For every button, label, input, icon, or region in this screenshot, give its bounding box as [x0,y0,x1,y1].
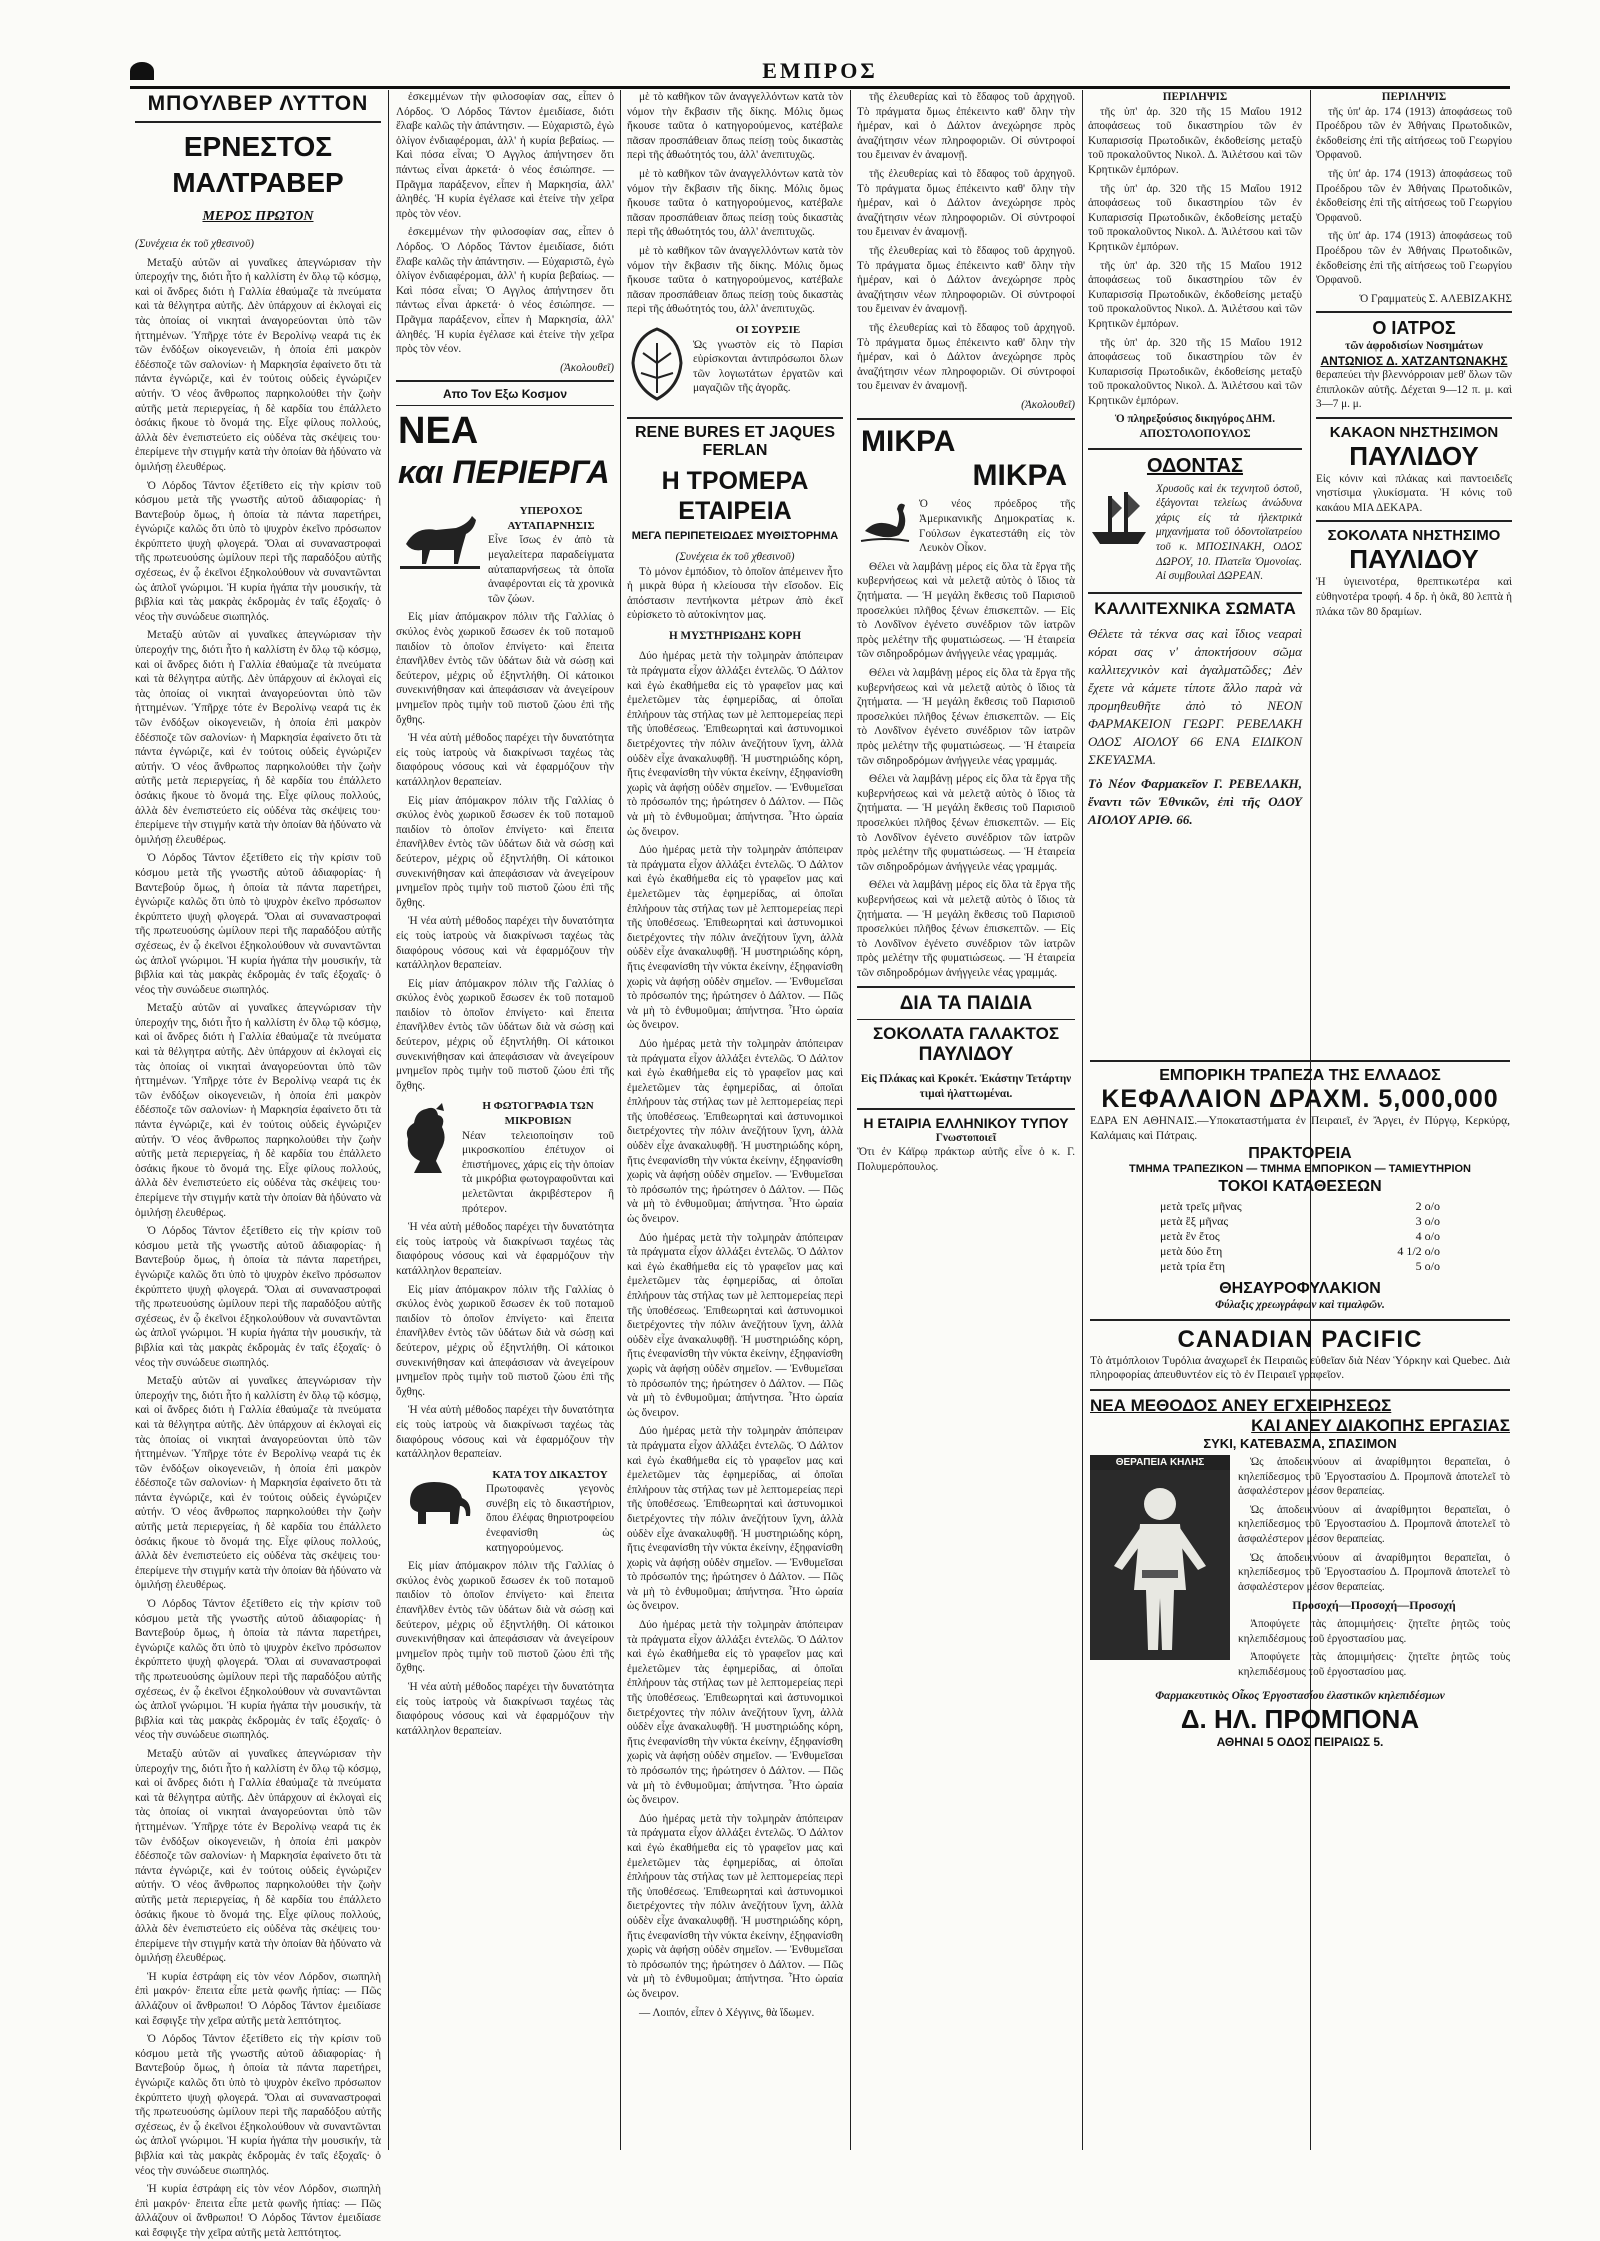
novel-text: Ὁ Λόρδος Τάντον ἐξετίθετο εἰς τὴν κρίσιν τοῦ κόσμου μετὰ τῆς γνωστῆς αὐτοῦ ἀδιαφορίας· ἡ Βαντεβούρ ὅμως, ἡ ὁποία τὰ πάντα παρετήρει, ἐγνώριζε καλῶς ὅτι ὑπὸ τὸ ψυχρὸν ἐκεῖνο πρόσωπον ἐκρύπτετο ψυχὴ φλογερά. Ὅλαι αἱ συναναστροφαὶ τῆς πρωτευούσης ὡμίλουν περὶ τῆς παραδόξου αὐτῆς σχέσεως, ἐν ᾧ ἐκεῖνοι ἐξηκολούθουν νὰ συναντῶνται ὡς ἁπλοῖ γνώριμοι. Ἡ κυρία ἠγάπα τὴν μουσικήν, τὰ βιβλία καὶ τὰς μακρὰς ἐκδρομὰς ἐν ταῖς ἐξοχαῖς· ὁ νέος τὴν συνώδευε σιωπηλός. [135,479,381,623]
novel-text: Ὁ Λόρδος Τάντον ἐξετίθετο εἰς τὴν κρίσιν τοῦ κόσμου μετὰ τῆς γνωστῆς αὐτοῦ ἀδιαφορίας· ἡ Βαντεβούρ ὅμως, ἡ ὁποία τὰ πάντα παρετήρει, ἐγνώριζε καλῶς ὅτι ὑπὸ τὸ ψυχρὸν ἐκεῖνο πρόσωπον ἐκρύπτετο ψυχὴ φλογερά. Ὅλαι αἱ συναναστροφαὶ τῆς πρωτευούσης ὡμίλουν περὶ τῆς παραδόξου αὐτῆς σχέσεως, ἐν ᾧ ἐκεῖνοι ἐξηκολούθουν νὰ συναντῶνται ὡς ἁπλοῖ γνώριμοι. Ἡ κυρία ἠγάπα τὴν μουσικήν, τὰ βιβλία καὶ τὰς μακρὰς ἐκδρομὰς ἐν ταῖς ἐξοχαῖς· ὁ νέος τὴν συνώδευε σιωπηλός. [135,2033,381,2177]
chocolate-ad-heading: ΔΙΑ ΤΑ ΠΑΙΔΙΑ [899,993,1033,1015]
column-rule [620,90,621,2150]
rate-row [1160,1214,1440,1229]
notice-text: τῆς ὑπ' ἀρ. 174 (1913) ἀποφάσεως τοῦ Προέδρου τῶν ἐν Ἀθήναις Πρωτοδικῶν, ἐκδοθείσης ἐπὶ τῆς αἰτήσεως τοῦ Γεωργίου Ὀρφανοῦ. [1316,230,1512,287]
rate-term: μετὰ ἓξ μῆνας [1160,1214,1229,1229]
canadian-pacific-text: Τὸ ἀτμόπλοιον Τυρόλια ἀναχωρεῖ ἐκ Πειραιῶς εὐθεῖαν διὰ Νέαν Ὑόρκην καὶ Quebec. Διὰ πληροφορίας ἀπευθυντέον εἰς τὸ ἐν Πειραιεῖ γραφεῖον. [1090,1354,1510,1382]
judge-text: Πρωτοφανὲς γεγονὸς συνέβη εἰς τὸ δικαστήριον, ὅπου ἐλέφας θηριοτροφείου ἐνεφανίσθη ὡς κατηγορούμενος. [486,1483,614,1554]
rate-value: 4 ο/ο [1415,1229,1440,1244]
serial-text-continued: τῆς ἐλευθερίας καὶ τὸ ἔδαφος τοῦ ἀρχηγοῦ. Τὸ πράγματα ὅμως ἐπέκειντο καθ' ὅλην τὴν ἡμέραν, καὶ ὁ Δάλτον ἀνεχώρησε πρὸς ἀναζήτησιν νέων πληροφοριῶν. Οἱ σύντροφοί του ἔμειναν ἐν ἀναμονῇ. [857,91,1075,162]
news-text: Ἡ νέα αὐτὴ μέθοδος παρέχει τὴν δυνατότητα εἰς τοὺς ἰατροὺς νὰ διακρίνωσι ταχέως τὰς διαφόρους νόσους καὶ νὰ ἐφαρμόζουν τὴν κατάλληλον θεραπείαν. [396,1221,614,1277]
hernia-ad-conditions: ΣΥΚΙ, ΚΑΤΕΒΑΣΜΑ, ΣΠΑΣΙΜΟΝ [1203,1435,1397,1451]
novel-text: Ὁ Λόρδος Τάντον ἐξετίθετο εἰς τὴν κρίσιν τοῦ κόσμου μετὰ τῆς γνωστῆς αὐτοῦ ἀδιαφορίας· ἡ Βαντεβούρ ὅμως, ἡ ὁποία τὰ πάντα παρετήρει, ἐγνώριζε καλῶς ὅτι ὑπὸ τὸ ψυχρὸν ἐκεῖνο πρόσωπον ἐκρύπτετο ψυχὴ φλογερά. Ὅλαι αἱ συναναστροφαὶ τῆς πρωτευούσης ὡμίλουν περὶ τῆς παραδόξου αὐτῆς σχέσεως, ἐν ᾧ ἐκεῖνοι ἐξηκολούθουν νὰ συναντῶνται ὡς ἁπλοῖ γνώριμοι. Ἡ κυρία ἠγάπα τὴν μουσικήν, τὰ βιβλία καὶ τὰς μακρὰς ἐκδρομὰς ἐν ταῖς ἐξοχαῖς· ὁ νέος τὴν συνώδευε σιωπηλός. [135,852,381,996]
ship-illustration [1088,482,1150,552]
rate-term: μετὰ τρία ἔτη [1160,1259,1226,1274]
news-text: Εἰς μίαν ἀπόμακρον πόλιν τῆς Γαλλίας ὁ σκύλος ἑνὸς χωρικοῦ ἔσωσεν ἐκ τοῦ ποταμοῦ παιδίον τὸ ὁποῖον ἐπνίγετο· καὶ ἔπειτα ἐπανῆλθεν ἐντὸς τῶν ὑδάτων διὰ νὰ σώσῃ καὶ δεύτερον, μέχρις οὗ ἐξηντλήθη. Οἱ κάτοικοι συνεκινήθησαν καὶ ἀπεφάσισαν νὰ ἀνεγείρουν μνημεῖον πρὸς τιμὴν τοῦ πιστοῦ ζώου ἐπὶ τῆς ὄχθης. [396,977,614,1092]
serial-text: Δύο ἡμέρας μετὰ τὴν τολμηρὰν ἀπόπειραν τὰ πράγματα εἶχον ἀλλάξει ἐντελῶς. Ὁ Δάλτον καὶ ἐγὼ ἐκαθήμεθα εἰς τὸ γραφεῖον μας καὶ ἐμελετῶμεν τὰς ἐφημερίδας, αἱ ὁποῖαι ἐπλήρουν τὰς στήλας των μὲ λεπτομερείας περὶ τῆς ὑποθέσεως. Ἐπιθεωρηταὶ καὶ ἀστυνομικοὶ διετρέχοντες τὴν πόλιν ἀνεζήτουν ἴχνη, ἀλλὰ οὐδὲν εἶχε ἀνακαλυφθῇ. Ἡ μυστηριώδης κόρη, ἥτις ἐνεφανίσθη τὴν νύκτα ἐκείνην, ἐξηφανίσθη χωρὶς νὰ ἀφήσῃ οὐδὲν σημεῖον. — Ἐνθυμεῖσαι τὸ πρόσωπόν της; ἠρώτησεν ὁ Δάλτον. — Πῶς νὰ μὴ τὸ ἐνθυμοῦμαι; ἀπήντησα. Ἦτο ὡραία ὡς ὄνειρον. [627,1425,843,1613]
novel-text: Μεταξὺ αὐτῶν αἱ γυναῖκες ἀπεγνώρισαν τὴν ὑπεροχήν της, διότι ἦτο ἡ καλλίστη ἐν ὅλῳ τῷ κόσμῳ, καὶ οἱ ἄνδρες διότι ἡ Γαλλία ἐθαύμαζε τὰ πνεύματα καὶ τὰ θέλγητρα αὐτῆς. Δὲν ὑπάρχουν αἱ ἐκλογαὶ εἰς τὰς ὁποίας οἱ νικηταὶ ἀναγορεύονται ὑπὸ τῶν ἡττημένων. Ὑπῆρχε τότε ἐν Βερολίνῳ νεαρά τις ἐκ τῶν ἐνδόξων οἰκογενειῶν, ἡ ὁποία ἐπὶ μακρὸν ἐδέσποζε τῶν σαλονίων· ἡ Μαρκησία ἐφαίνετο ὅτι τὰ πάντα ἐγνώριζε, καὶ ἐν τούτοις οὐδεὶς ἐγνώριζεν αὐτήν. Ὁ νέος ἄνθρωπος παρηκολούθει τὴν ζωὴν αὐτῆς μετὰ περιεργείας, ἡ δὲ καρδία του ἐπάλλετο ὁσάκις ἤκουε τὸ ὄνομά της. Εἶχε φίλους πολλούς, ἀλλὰ δὲν ἐνεπιστεύετο εἰς οὐδένα τὰς σκέψεις του· ἐπερίμενε τὴν στιγμήν κατὰ τὴν ὁποίαν θὰ ἠδύνατο νὰ ὁμιλήσῃ ἐλευθέρως. [135,1002,381,1219]
continued-note: (Συνέχεια ἐκ τοῦ χθεσινοῦ) [675,550,795,563]
newspaper-title: ΕΜΠΡΟΣ [762,58,878,83]
rate-term: μετὰ δύο ἔτη [1160,1244,1223,1259]
hernia-ad-text: Ὡς ἀποδεικνύουν αἱ ἀναρίθμητοι θεραπεῖαι, ὁ κηλεπίδεσμος τοῦ Ἐργοστασίου Δ. Προμπονᾶ ἀποτελεῖ τὸ ἀσφαλέστερον μέσον θεραπείας. [1238,1551,1510,1593]
rate-term: μετὰ τρεῖς μῆνας [1160,1199,1242,1214]
microbes-heading: Η ΦΩΤΟΓΡΑΦΙΑ ΤΩΝ ΜΙΚΡΟΒΙΩΝ [482,1100,594,1128]
mikra-text: Θέλει νὰ λαμβάνῃ μέρος εἰς ὅλα τὰ ἔργα τῆς κυβερνήσεως καὶ νὰ μελετᾷ αὐτὸς ὁ ἴδιος τὰ ζητήματα. — Ἡ μεγάλη ἔκθεσις τοῦ Παρισιοῦ προσελκύει πλῆθος ξένων ἐπισκεπτῶν. — Εἰς τὸ Λονδῖνον ἐγένετο συνέδριον τῶν ἰατρῶν πρὸς μελέτην τῆς φυματιώσεως. — Ἡ ἐταιρεία τῶν σιδηροδρόμων ἀνήγγειλε νέας γραμμάς. [857,773,1075,873]
prombona-name: Δ. ΗΛ. ΠΡΟΜΠΟΝΑ [1180,1703,1420,1734]
rate-value: 5 ο/ο [1415,1259,1440,1274]
doctor-ad-heading: Ο ΙΑΤΡΟΣ [1372,318,1456,339]
notice-text: τῆς ὑπ' ἀρ. 320 τῆς 15 Μαΐου 1912 ἀποφάσεως τοῦ δικαστηρίου τῶν ἐν Κυπαρισσίᾳ Πρωτοδικῶν, ἐκδοθείσης μεταξὺ τοῦ προκαλοῦντος Νικολ. Δ. Ἀιλέτσου καὶ τῶν Κρητικῶν ἐμπόρων. [1088,336,1302,407]
safe-deposit-heading: ΘΗΣΑΥΡΟΦΥΛΑΚΙΟΝ [1219,1280,1381,1298]
serial-text: Δύο ἡμέρας μετὰ τὴν τολμηρὰν ἀπόπειραν τὰ πράγματα εἶχον ἀλλάξει ἐντελῶς. Ὁ Δάλτον καὶ ἐγὼ ἐκαθήμεθα εἰς τὸ γραφεῖον μας καὶ ἐμελετῶμεν τὰς ἐφημερίδας, αἱ ὁποῖαι ἐπλήρουν τὰς στήλας των μὲ λεπτομερείας περὶ τῆς ὑποθέσεως. Ἐπιθεωρηταὶ καὶ ἀστυνομικοὶ διετρέχοντες τὴν πόλιν ἀνεζήτουν ἴχνη, ἀλλὰ οὐδὲν εἶχε ἀνακαλυφθῇ. Ἡ μυστηριώδης κόρη, ἥτις ἐνεφανίσθη τὴν νύκτα ἐκείνην, ἐξηφανίσθη χωρὶς νὰ ἀφήσῃ οὐδὲν σημεῖον. — Ἐνθυμεῖσαι τὸ πρόσωπόν της; ἠρώτησεν ὁ Δάλτον. — Πῶς νὰ μὴ τὸ ἐνθυμοῦμαι; ἀπήντησα. Ἦτο ὡραία ὡς ὄνειρον. [627,1619,843,1807]
bank-capital: ΚΕΦΑΛΑΙΟΝ ΔΡΑΧΜ. 5,000,000 [1101,1085,1499,1113]
notice-heading: ΠΕΡΙΛΗΨΙΣ [1162,91,1228,103]
notice-text: τῆς ὑπ' ἀρ. 174 (1913) ἀποφάσεως τοῦ Προέδρου τῶν ἐν Ἀθήναις Πρωτοδικῶν, ἐκδοθείσης ἐπὶ τῆς αἰτήσεως τοῦ Γεωργίου Ὀρφανοῦ. [1316,167,1512,224]
column-rule [850,90,851,2150]
pharmacy-house: Φαρμακευτικὸς Οἶκος Ἐργοστασίου ἐλαστικῶν κηλεπιδέσμων [1155,1690,1445,1703]
bank-name: ΕΜΠΟΡΙΚΗ ΤΡΑΠΕΖΑ ΤΗΣ ΕΛΛΑΔΟΣ [1159,1067,1441,1084]
lenten-chocolate-text: Ἡ ὑγιεινοτέρα, θρεπτικωτέρα καὶ εὐθηνοτέρα τροφή. 4 δρ. ἡ ὀκᾶ, 80 λεπτὰ ἡ πλάκα τῶν 80 δραμίων. [1316,576,1512,618]
serial-text: Δύο ἡμέρας μετὰ τὴν τολμηρὰν ἀπόπειραν τὰ πράγματα εἶχον ἀλλάξει ἐντελῶς. Ὁ Δάλτον καὶ ἐγὼ ἐκαθήμεθα εἰς τὸ γραφεῖον μας καὶ ἐμελετῶμεν τὰς ἐφημερίδας, αἱ ὁποῖαι ἐπλήρουν τὰς στήλας των μὲ λεπτομερείας περὶ τῆς ὑποθέσεως. Ἐπιθεωρηταὶ καὶ ἀστυνομικοὶ διετρέχοντες τὴν πόλιν ἀνεζήτουν ἴχνη, ἀλλὰ οὐδὲν εἶχε ἀνακαλυφθῇ. Ἡ μυστηριώδης κόρη, ἥτις ἐνεφανίσθη τὴν νύκτα ἐκείνην, ἐξηφανίσθη χωρὶς νὰ ἀφήσῃ οὐδὲν σημεῖον. — Ἐνθυμεῖσαι τὸ πρόσωπόν της; ἠρώτησεν ὁ Δάλτον. — Πῶς νὰ μὴ τὸ ἐνθυμοῦμαι; ἀπήντησα. Ἦτο ὡραία ὡς ὄνειρον. [627,1231,843,1419]
pharmacy-ad-signature: Τὸ Νέον Φαρμακεῖον Γ. ΡΕΒΕΛΑΚΗ, ἔναντι τῶν Ἐθνικῶν, ἐπὶ τῆς ΟΔΟΥ ΑΙΟΛΟΥ ΑΡΙΘ. 66. [1088,775,1302,827]
doctor-ad-text: θεραπεύει τὴν βλεννόρροιαν μεθ' ὅλων τῶν ἐπιπλοκῶν αὐτῆς. Δέχεται 9—12 π. μ. καὶ 3—7 μ. μ. [1316,368,1512,411]
to-be-continued: (Ἀκολουθεῖ) [1021,398,1075,411]
rate-value: 2 ο/ο [1415,1199,1440,1214]
therapy-label: ΘΕΡΑΠΕΙΑ ΚΗΛΗΣ [1090,1455,1230,1470]
attention-text: Ἀποφύγετε τὰς ἀπομιμήσεις· ζητεῖτε ῥητῶς τοὺς κηλεπιδέσμους τοῦ ἐργοστασίου μας. [1238,1617,1510,1645]
continued-note: (Συνέχεια ἐκ τοῦ χθεσινοῦ) [135,238,254,250]
notice-text: τῆς ὑπ' ἀρ. 320 τῆς 15 Μαΐου 1912 ἀποφάσεως τοῦ δικαστηρίου τῶν ἐν Κυπαρισσίᾳ Πρωτοδικῶν, ἐκδοθείσης μεταξὺ τοῦ προκαλοῦντος Νικολ. Δ. Ἀιλέτσου καὶ τῶν Κρητικῶν ἐμπόρων. [1088,105,1302,176]
nea-periergha-banner [396,410,614,500]
novel-text: Μεταξὺ αὐτῶν αἱ γυναῖκες ἀπεγνώρισαν τὴν ὑπεροχήν της, διότι ἦτο ἡ καλλίστη ἐν ὅλῳ τῷ κόσμῳ, καὶ οἱ ἄνδρες διότι ἡ Γαλλία ἐθαύμαζε τὰ πνεύματα καὶ τὰ θέλγητρα αὐτῆς. Δὲν ὑπάρχουν αἱ ἐκλογαὶ εἰς τὰς ὁποίας οἱ νικηταὶ ἀναγορεύονται ὑπὸ τῶν ἡττημένων. Ὑπῆρχε τότε ἐν Βερολίνῳ νεαρά τις ἐκ τῶν ἐνδόξων οἰκογενειῶν, ἡ ὁποία ἐπὶ μακρὸν ἐδέσποζε τῶν σαλονίων· ἡ Μαρκησία ἐφαίνετο ὅτι τὰ πάντα ἐγνώριζε, καὶ ἐν τούτοις οὐδεὶς ἐγνώριζεν αὐτήν. Ὁ νέος ἄνθρωπος παρηκολούθει τὴν ζωὴν αὐτῆς μετὰ περιεργείας, ἡ δὲ καρδία του ἐπάλλετο ὁσάκις ἤκουε τὸ ὄνομά της. Εἶχε φίλους πολλούς, ἀλλὰ δὲν ἐνεπιστεύετο εἰς οὐδένα τὰς σκέψεις του· ἐπερίμενε τὴν στιγμήν κατὰ τὴν ὁποίαν θὰ ἠδύνατο νὰ ὁμιλήσῃ ἐλευθέρως. [135,256,381,473]
column-serial [627,90,843,2150]
section-heading: Απο Τον Εξω Κοσμον [442,387,568,402]
sourcie-text: Ὡς γνωστὸν εἰς τὸ Παρίσι εὑρίσκονται ἀντιπρόσωποι ὅλων τῶν λογιωτάτων ἐργατῶν καὶ μαγαζιῶν τῆς ἀγορᾶς. [693,338,843,395]
deposit-rates-table [1160,1199,1440,1274]
attention-text: Ἀποφύγετε τὰς ἀπομιμήσεις· ζητεῖτε ῥητῶς τοὺς κηλεπιδέσμους τοῦ ἐργοστασίου μας. [1238,1651,1510,1678]
hernia-ad-text: Ὡς ἀποδεικνύουν αἱ ἀναρίθμητοι θεραπεῖαι, ὁ κηλεπίδεσμος τοῦ Ἐργοστασίου Δ. Προμπονᾶ ἀποτελεῖ τὸ ἀσφαλέστερον μέσον θεραπείας. [1238,1503,1510,1545]
news-text: Εἰς μίαν ἀπόμακρον πόλιν τῆς Γαλλίας ὁ σκύλος ἑνὸς χωρικοῦ ἔσωσεν ἐκ τοῦ ποταμοῦ παιδίον τὸ ὁποῖον ἐπνίγετο· καὶ ἔπειτα ἐπανῆλθεν ἐντὸς τῶν ὑδάτων διὰ νὰ σώσῃ καὶ δεύτερον, μέχρις οὗ ἐξηντλήθη. Οἱ κάτοικοι συνεκινήθησαν καὶ ἀπεφάσισαν νὰ ἀνεγείρουν μνημεῖον πρὸς τιμὴν τοῦ πιστοῦ ζώου ἐπὶ τῆς ὄχθης. [396,794,614,909]
novel-text-continued: ἐσκεμμένων τὴν φιλοσοφίαν σας, εἶπεν ὁ Λόρδος. Ὁ Λόρδος Τάντον ἐμειδίασε, διότι ἔλαβε καλῶς τὴν ἀπάντησιν. — Εὐχαριστῶ, ἐγὼ ὀλίγον ἐνδιαφέρομαι, ἀλλ' ἡ κυρία βεβαίως. — Καὶ πόσα εἶναι; Ὁ Αγγλος ἀπήντησεν ὅτι πάντως εἶναι ἀρκετά· ὁ νέος ἐσιώπησε. — Πρᾶγμα παράξενον, εἶπεν ἡ Μαρκησία, ἀλλ' ἀληθές. Ἡ κυρία ἐγέλασε καὶ ἐτείνε τὴν χεῖρα πρὸς τὸν νέον. [396,91,614,220]
news-text: Εἰς μίαν ἀπόμακρον πόλιν τῆς Γαλλίας ὁ σκύλος ἑνὸς χωρικοῦ ἔσωσεν ἐκ τοῦ ποταμοῦ παιδίον τὸ ὁποῖον ἐπνίγετο· καὶ ἔπειτα ἐπανῆλθεν ἐντὸς τῶν ὑδάτων διὰ νὰ σώσῃ καὶ δεύτερον, μέχρις οὗ ἐξηντλήθη. Οἱ κάτοικοι συνεκινήθησαν καὶ ἀπεφάσισαν νὰ ἀνεγείρουν μνημεῖον πρὸς τιμὴν τοῦ πιστοῦ ζώου ἐπὶ τῆς ὄχθης. [396,611,614,726]
hernia-ad-heading: ΝΕΑ ΜΕΘΟΔΟΣ ΑΝΕΥ ΕΓΧΕΙΡΗΣΕΩΣ [1090,1395,1392,1415]
hernia-ad-text: Ὡς ἀποδεικνύουν αἱ ἀναρίθμητοι θεραπεῖαι, ὁ κηλεπίδεσμος τοῦ Ἐργοστασίου Δ. Προμπονᾶ ἀποτελεῖ τὸ ἀσφαλέστερον μέσον θεραπείας. [1238,1455,1510,1498]
rate-term: μετὰ ἓν ἔτος [1160,1229,1220,1244]
novel-text: Ὁ Λόρδος Τάντον ἐξετίθετο εἰς τὴν κρίσιν τοῦ κόσμου μετὰ τῆς γνωστῆς αὐτοῦ ἀδιαφορίας· ἡ Βαντεβούρ ὅμως, ἡ ὁποία τὰ πάντα παρετήρει, ἐγνώριζε καλῶς ὅτι ὑπὸ τὸ ψυχρὸν ἐκεῖνο πρόσωπον ἐκρύπτετο ψυχὴ φλογερά. Ὅλαι αἱ συναναστροφαὶ τῆς πρωτευούσης ὡμίλουν περὶ τῆς παραδόξου αὐτῆς σχέσεως, ἐν ᾧ ἐκεῖνοι ἐξηκολούθουν νὰ συναντῶνται ὡς ἁπλοῖ γνώριμοι. Ἡ κυρία ἠγάπα τὴν μουσικήν, τὰ βιβλία καὶ τὰς μακρὰς ἐκδρομὰς ἐν ταῖς ἐξοχαῖς· ὁ νέος τὴν συνώδευε σιωπηλός. [135,1598,381,1742]
rate-row [1160,1259,1440,1274]
bank-departments: ΤΜΗΜΑ ΤΡΑΠΕΖΙΚΟΝ — ΤΜΗΜΑ ΕΜΠΟΡΙΚΟΝ — ΤΑΜΙΕΥΤΗΡΙΟΝ [1128,1163,1471,1176]
serial-text-continued: τῆς ἐλευθερίας καὶ τὸ ἔδαφος τοῦ ἀρχηγοῦ. Τὸ πράγματα ὅμως ἐπέκειντο καθ' ὅλην τὴν ἡμέραν, καὶ ὁ Δάλτον ἀνεχώρησε πρὸς ἀναζήτησιν νέων πληροφοριῶν. Οἱ σύντροφοί του ἔμειναν ἐν ἀναμονῇ. [857,321,1075,393]
novel-text: Μεταξὺ αὐτῶν αἱ γυναῖκες ἀπεγνώρισαν τὴν ὑπεροχήν της, διότι ἦτο ἡ καλλίστη ἐν ὅλῳ τῷ κόσμῳ, καὶ οἱ ἄνδρες διότι ἡ Γαλλία ἐθαύμαζε τὰ πνεύματα καὶ τὰ θέλγητρα αὐτῆς. Δὲν ὑπάρχουν αἱ ἐκλογαὶ εἰς τὰς ὁποίας οἱ νικηταὶ ἀναγορεύονται ὑπὸ τῶν ἡττημένων. Ὑπῆρχε τότε ἐν Βερολίνῳ νεαρά τις ἐκ τῶν ἐνδόξων οἰκογενειῶν, ἡ ὁποία ἐπὶ μακρὸν ἐδέσποζε τῶν σαλονίων· ἡ Μαρκησία ἐφαίνετο ὅτι τὰ πάντα ἐγνώριζε, καὶ ἐν τούτοις οὐδεὶς ἐγνώριζεν αὐτήν. Ὁ νέος ἄνθρωπος παρηκολούθει τὴν ζωὴν αὐτῆς μετὰ περιεργείας, ἡ δὲ καρδία του ἐπάλλετο ὁσάκις ἤκουε τὸ ὄνομά της. Εἶχε φίλους πολλούς, ἀλλὰ δὲν ἐνεπιστεύετο εἰς οὐδένα τὰς σκέψεις του· ἐπερίμενε τὴν στιγμήν κατὰ τὴν ὁποίαν θὰ ἠδύνατο νὰ ὁμιλήσῃ ἐλευθέρως. [135,1747,381,1965]
novel-text: Ὁ Λόρδος Τάντον ἐξετίθετο εἰς τὴν κρίσιν τοῦ κόσμου μετὰ τῆς γνωστῆς αὐτοῦ ἀδιαφορίας· ἡ Βαντεβούρ ὅμως, ἡ ὁποία τὰ πάντα παρετήρει, ἐγνώριζε καλῶς ὅτι ὑπὸ τὸ ψυχρὸν ἐκεῖνο πρόσωπον ἐκρύπτετο ψυχὴ φλογερά. Ὅλαι αἱ συναναστροφαὶ τῆς πρωτευούσης ὡμίλουν περὶ τῆς παραδόξου αὐτῆς σχέσεως, ἐν ᾧ ἐκεῖνοι ἐξηκολούθουν νὰ συναντῶνται ὡς ἁπλοῖ γνώριμοι. Ἡ κυρία ἠγάπα τὴν μουσικήν, τὰ βιβλία καὶ τὰς μακρὰς ἐκδρομὰς ἐν ταῖς ἐξοχαῖς· ὁ νέος τὴν συνώδευε σιωπηλός. [135,1225,381,1369]
rate-value: 3 ο/ο [1415,1214,1440,1229]
swan-illustration [857,497,913,547]
serial-text: — Λοιπόν, εἶπεν ὁ Χέγγινς, θὰ ἴδωμεν. [639,2006,815,2019]
typou-ad-text: Ὅτι ἐν Κάϊρῳ πράκτωρ αὐτῆς εἶνε ὁ κ. Γ. Πολυμερόπουλος. [857,1146,1075,1173]
judge-text-continued: μὲ τὸ καθῆκον τῶν ἀναγγελλόντων κατὰ τὸν νόμον τὴν ἔκβασιν τῆς δίκης. Μόλις ὅμως ἤκουσε ταῦτα ὁ κατηγορούμενος, κατέβαλε πᾶσαν προσπάθειαν ὅπως πείσῃ τοὺς δικαστὰς περὶ τῆς ἀθωότητός του, ἀλλ' ἀνεπιτυχῶς. [627,167,843,239]
lower-right-ads [1090,1055,1510,2150]
mikra-text: Θέλει νὰ λαμβάνῃ μέρος εἰς ὅλα τὰ ἔργα τῆς κυβερνήσεως καὶ νὰ μελετᾷ αὐτὸς ὁ ἴδιος τὰ ζητήματα. — Ἡ μεγάλη ἔκθεσις τοῦ Παρισιοῦ προσελκύει πλῆθος ξένων ἐπισκεπτῶν. — Εἰς τὸ Λονδῖνον ἐγένετο συνέδριον τῶν ἰατρῶν πρὸς μελέτην τῆς φυματιώσεως. — Ἡ ἐταιρεία τῶν σιδηροδρόμων ἀνήγγειλε νέας γραμμάς. [857,560,1075,661]
serial-text: Δύο ἡμέρας μετὰ τὴν τολμηρὰν ἀπόπειραν τὰ πράγματα εἶχον ἀλλάξει ἐντελῶς. Ὁ Δάλτον καὶ ἐγὼ ἐκαθήμεθα εἰς τὸ γραφεῖον μας καὶ ἐμελετῶμεν τὰς ἐφημερίδας, αἱ ὁποῖαι ἐπλήρουν τὰς στήλας των μὲ λεπτομερείας περὶ τῆς ὑποθέσεως. Ἐπιθεωρηταὶ καὶ ἀστυνομικοὶ διετρέχοντες τὴν πόλιν ἀνεζήτουν ἴχνη, ἀλλὰ οὐδὲν εἶχε ἀνακαλυφθῇ. Ἡ μυστηριώδης κόρη, ἥτις ἐνεφανίσθη τὴν νύκτα ἐκείνην, ἐξηφανίσθη χωρὶς νὰ ἀφήσῃ οὐδὲν σημεῖον. — Ἐνθυμεῖσαι τὸ πρόσωπόν της; ἠρώτησεν ὁ Δάλτον. — Πῶς νὰ μὴ τὸ ἐνθυμοῦμαι; ἀπήντησα. Ἦτο ὡραία ὡς ὄνειρον. [627,650,843,838]
safe-deposit-text: Φύλαξις χρεωγράφων καὶ τιμαλφῶν. [1215,1299,1385,1312]
mikra-intro: Ὁ νέος πρόεδρος τῆς Ἀμερικανικῆς Δημοκρατίας κ. Γούλσων ἐγκατεστάθη εἰς τὸν Λευκὸν Οἶκον. [919,498,1075,555]
dog-story-intro: Εἶνε ἴσως ἐν ἀπὸ τὰ μεγαλείτερα παραδείγματα αὐταπαρνήσεως τὰ ὁποῖα ἀναφέρονται εἰς τὰ χρονικὰ τῶν ζώων. [488,534,614,605]
hernia-ad-subheading: ΚΑΙ ΑΝΕΥ ΔΙΑΚΟΠΗΣ ΕΡΓΑΣΙΑΣ [1251,1415,1510,1435]
cocoa-ad-brand: ΠΑΥΛΙΔΟΥ [1349,440,1479,471]
serial-text: Δύο ἡμέρας μετὰ τὴν τολμηρὰν ἀπόπειραν τὰ πράγματα εἶχον ἀλλάξει ἐντελῶς. Ὁ Δάλτον καὶ ἐγὼ ἐκαθήμεθα εἰς τὸ γραφεῖον μας καὶ ἐμελετῶμεν τὰς ἐφημερίδας, αἱ ὁποῖαι ἐπλήρουν τὰς στήλας των μὲ λεπτομερείας περὶ τῆς ὑποθέσεως. Ἐπιθεωρηταὶ καὶ ἀστυνομικοὶ διετρέχοντες τὴν πόλιν ἀνεζήτουν ἴχνη, ἀλλὰ οὐδὲν εἶχε ἀνακαλυφθῇ. Ἡ μυστηριώδης κόρη, ἥτις ἐνεφανίσθη τὴν νύκτα ἐκείνην, ἐξηφανίσθη χωρὶς νὰ ἀφήσῃ οὐδὲν σημεῖον. — Ἐνθυμεῖσαι τὸ πρόσωπόν της; ἠρώτησεν ὁ Δάλτον. — Πῶς νὰ μὴ τὸ ἐνθυμοῦμαι; ἀπήντησα. Ἦτο ὡραία ὡς ὄνειρον. [627,1037,843,1226]
doctor-ad-specialty: τῶν ἀφροδισίων Νοσημάτων [1345,340,1483,353]
novel-text: Ἡ κυρία ἐστράφη εἰς τὸν νέον Λόρδον, σιωπηλὴ ἐπὶ μακρόν· ἔπειτα εἶπε μετὰ φωνῆς ἠπίας: — Πῶς ἀλλάζουν οἱ ἄνθρωποι! Ὁ Λόρδος Τάντον ἐμειδίασε καὶ ἔσφιγξε τὴν χεῖρα αὐτῆς μετὰ λεπτότητος. [135,2183,381,2239]
dog-illustration [396,504,482,574]
peacock-illustration [627,323,687,407]
serial-text: Τὸ μόνον ἐμπόδιον, τὸ ὁποῖον ἀπέμεινεν ἦτο ἡ μικρὰ θύρα ἡ κλείουσα τὴν εἴσοδον. Εἰς ἀπόστασιν πεντήκοντα μέτρων ἀπὸ ἐκεῖ εὑρίσκετο τὸ αὐτοκίνητον μας. [627,565,843,622]
novel-text: Μεταξὺ αὐτῶν αἱ γυναῖκες ἀπεγνώρισαν τὴν ὑπεροχήν της, διότι ἦτο ἡ καλλίστη ἐν ὅλῳ τῷ κόσμῳ, καὶ οἱ ἄνδρες διότι ἡ Γαλλία ἐθαύμαζε τὰ πνεύματα καὶ τὰ θέλγητρα αὐτῆς. Δὲν ὑπάρχουν αἱ ἐκλογαὶ εἰς τὰς ὁποίας οἱ νικηταὶ ἀναγορεύονται ὑπὸ τῶν ἡττημένων. Ὑπῆρχε τότε ἐν Βερολίνῳ νεαρά τις ἐκ τῶν ἐνδόξων οἰκογενειῶν, ἡ ὁποία ἐπὶ μακρὸν ἐδέσποζε τῶν σαλονίων· ἡ Μαρκησία ἐφαίνετο ὅτι τὰ πάντα ἐγνώριζε, καὶ ἐν τούτοις οὐδεὶς ἐγνώριζεν αὐτήν. Ὁ νέος ἄνθρωπος παρηκολούθει τὴν ζωὴν αὐτῆς μετὰ περιεργείας, ἡ δὲ καρδία του ἐπάλλετο ὁσάκις ἤκουε τὸ ὄνομά της. Εἶχε φίλους πολλούς, ἀλλὰ δὲν ἐνεπιστεύετο εἰς οὐδένα τὰς σκέψεις του· ἐπερίμενε τὴν στιγμήν κατὰ τὴν ὁποίαν θὰ ἠδύνατο νὰ ὁμιλήσῃ ἐλευθέρως. [135,629,381,846]
notice-text: τῆς ὑπ' ἀρ. 320 τῆς 15 Μαΐου 1912 ἀποφάσεως τοῦ δικαστηρίου τῶν ἐν Κυπαρισσίᾳ Πρωτοδικῶν, ἐκδοθείσης μεταξὺ τοῦ προκαλοῦντος Νικολ. Δ. Ἀιλέτσου καὶ τῶν Κρητικῶν ἐμπόρων. [1088,182,1302,253]
mikra-text: Θέλει νὰ λαμβάνῃ μέρος εἰς ὅλα τὰ ἔργα τῆς κυβερνήσεως καὶ νὰ μελετᾷ αὐτὸς ὁ ἴδιος τὰ ζητήματα. — Ἡ μεγάλη ἔκθεσις τοῦ Παρισιοῦ προσελκύει πλῆθος ξένων ἐπισκεπτῶν. — Εἰς τὸ Λονδῖνον ἐγένετο συνέδριον τῶν ἰατρῶν πρὸς μελέτην τῆς φυματιώσεως. — Ἡ ἐταιρεία τῶν σιδηροδρόμων ἀνήγγειλε νέας γραμμάς. [857,667,1075,767]
judge-text-continued: μὲ τὸ καθῆκον τῶν ἀναγγελλόντων κατὰ τὸν νόμον τὴν ἔκβασιν τῆς δίκης. Μόλις ὅμως ἤκουσε ταῦτα ὁ κατηγορούμενος, κατέβαλε πᾶσαν προσπάθειαν ὅπως πείσῃ τοὺς δικαστὰς περὶ τῆς ἀθωότητός του, ἀλλ' ἀνεπιτυχῶς. [627,91,843,162]
bank-agencies: ΠΡΑΚΤΟΡΕΙΑ [1248,1145,1352,1163]
lenten-chocolate-brand: ΠΑΥΛΙΔΟΥ [1349,544,1479,575]
attention-notice: Προσοχή—Προσοχή—Προσοχή [1292,1598,1456,1613]
rate-row [1160,1199,1440,1214]
column-notices [1088,90,1302,1050]
news-text: Ἡ νέα αὐτὴ μέθοδος παρέχει τὴν δυνατότητα εἰς τοὺς ἰατροὺς νὰ διακρίνωσι ταχέως τὰς διαφόρους νόσους καὶ νὰ ἐφαρμόζουν τὴν κατάλληλον θεραπείαν. [396,1404,614,1461]
doctor-ad-name: ΑΝΤΩΝΙΟΣ Δ. ΧΑΤΖΑΝΤΩΝΑΚΗΣ [1320,353,1508,368]
mikra-title: ΜΙΚΡΑ [972,459,1067,493]
news-text: Ἡ νέα αὐτὴ μέθοδος παρέχει τὴν δυνατότητα εἰς τοὺς ἰατροὺς νὰ διακρίνωσι ταχέως τὰς διαφόρους νόσους καὶ νὰ ἐφαρμόζουν τὴν κατάλληλον θεραπείαν. [396,1681,614,1737]
novel-text: Μεταξὺ αὐτῶν αἱ γυναῖκες ἀπεγνώρισαν τὴν ὑπεροχήν της, διότι ἦτο ἡ καλλίστη ἐν ὅλῳ τῷ κόσμῳ, καὶ οἱ ἄνδρες διότι ἡ Γαλλία ἐθαύμαζε τὰ πνεύματα καὶ τὰ θέλγητρα αὐτῆς. Δὲν ὑπάρχουν αἱ ἐκλογαὶ εἰς τὰς ὁποίας οἱ νικηταὶ ἀναγορεύονται ὑπὸ τῶν ἡττημένων. Ὑπῆρχε τότε ἐν Βερολίνῳ νεαρά τις ἐκ τῶν ἐνδόξων οἰκογενειῶν, ἡ ὁποία ἐπὶ μακρὸν ἐδέσποζε τῶν σαλονίων· ἡ Μαρκησία ἐφαίνετο ὅτι τὰ πάντα ἐγνώριζε, καὶ ἐν τούτοις οὐδεὶς ἐγνώριζεν αὐτήν. Ὁ νέος ἄνθρωπος παρηκολούθει τὴν ζωὴν αὐτῆς μετὰ περιεργείας, ἡ δὲ καρδία του ἐπάλλετο ὁσάκις ἤκουε τὸ ὄνομά της. Εἶχε φίλους πολλούς, ἀλλὰ δὲν ἐνεπιστεύετο εἰς οὐδένα τὰς σκέψεις του· ἐπερίμενε τὴν στιγμήν κατὰ τὴν ὁποίαν θὰ ἠδύνατο νὰ ὁμιλήσῃ ἐλευθέρως. [135,1375,381,1592]
chocolate-ad-text: Εἰς Πλάκας καὶ Κροκέτ. Ἑκάστην Τετάρτην τιμαὶ ἠλαττωμέναι. [860,1073,1072,1101]
canadian-pacific-heading: CANADIAN PACIFIC [1177,1325,1423,1353]
novel-text: Ἡ κυρία ἐστράφη εἰς τὸν νέον Λόρδον, σιωπηλὴ ἐπὶ μακρόν· ἔπειτα εἶπε μετὰ φωνῆς ἠπίας: — Πῶς ἀλλάζουν οἱ ἄνθρωποι! Ὁ Λόρδος Τάντον ἐμειδίασε καὶ ἔσφιγξε τὴν χεῖρα αὐτῆς μετὰ λεπτότητος. [135,1970,381,2027]
dog-story-heading: ΥΠΕΡΟΧΟΣ ΑΥΤΑΠΑΡΝΗΣΙΣ [507,505,595,532]
pharmacy-ad-text: Θέλετε τὰ τέκνα σας καὶ ἴδιος νεαραὶ κόραι σας ν' ἀποκτήσουν σῶμα καλλιτεχνικὸν καὶ ἀγαλματῶδες; Δὲν ἔχετε νὰ κάμετε τίποτε ἄλλο παρὰ νὰ προμηθευθῆτε ἀπὸ τὸ ΝΕΟΝ ΦΑΡΜΑΚΕΙΟΝ ΓΕΩΡΓ. ΡΕΒΕΛΑΚΗ ΟΔΟΣ ΑΙΟΛΟΥ 66 ΕΝΑ ΕΙΔΙΚΟΝ ΣΚΕΥΑΣΜΑ. [1088,625,1302,767]
microbes-text: Νέαν τελειοποίησιν τοῦ μικροσκοπίου ἐπέτυχον οἱ ἐπιστήμονες, χάρις εἰς τὴν ὁποίαν τὰ μικρόβια φωτογραφοῦνται καὶ μελετῶνται ἀκριβέστερον ἢ πρότερον. [462,1129,614,1215]
sourcie-heading: ΟΙ ΣΟΥΡΣΙΕ [735,323,801,336]
bank-branches: ΕΔΡΑ ΕΝ ΑΘΗΝΑΙΣ.—Υποκαταστήματα ἐν Πειραιεῖ, ἐν Ἄργει, ἐν Πύργῳ, Κερκύρᾳ, Καλάμαις καὶ Πάτραις. [1090,1115,1510,1142]
deposit-rates-heading: ΤΟΚΟΙ ΚΑΤΑΘΕΣΕΩΝ [1218,1178,1382,1196]
prombona-address: ΑΘΗΝΑΙ 5 ΟΔΟΣ ΠΕΙΡΑΙΩΣ 5. [1216,1734,1384,1749]
rooster-illustration [396,1099,456,1179]
typou-ad-notice: Γνωστοποιεῖ [935,1131,997,1144]
judge-text-continued: μὲ τὸ καθῆκον τῶν ἀναγγελλόντων κατὰ τὸν νόμον τὴν ἔκβασιν τῆς δίκης. Μόλις ὅμως ἤκουσε ταῦτα ὁ κατηγορούμενος, κατέβαλε πᾶσαν προσπάθειαν ὅπως πείσῃ τοὺς δικαστὰς περὶ τῆς ἀθωότητός του, ἀλλ' ἀνεπιτυχῶς. [627,244,843,316]
chocolate-ad-product: ΣΟΚΟΛΑΤΑ ΓΑΛΑΚΤΟΣ [872,1024,1060,1044]
news-text: Εἰς μίαν ἀπόμακρον πόλιν τῆς Γαλλίας ὁ σκύλος ἑνὸς χωρικοῦ ἔσωσεν ἐκ τοῦ ποταμοῦ παιδίον τὸ ὁποῖον ἐπνίγετο· καὶ ἔπειτα ἐπανῆλθεν ἐντὸς τῶν ὑδάτων διὰ νὰ σώσῃ καὶ δεύτερον, μέχρις οὗ ἐξηντλήθη. Οἱ κάτοικοι συνεκινήθησαν καὶ ἀπεφάσισαν νὰ ἀνεγείρουν μνημεῖον πρὸς τιμὴν τοῦ πιστοῦ ζώου ἐπὶ τῆς ὄχθης. [396,1560,614,1675]
author-heading: ΜΠΟΥΛΒΕΡ ΛΥΤΤΟΝ [147,92,369,115]
mikra-text: Θέλει νὰ λαμβάνῃ μέρος εἰς ὅλα τὰ ἔργα τῆς κυβερνήσεως καὶ νὰ μελετᾷ αὐτὸς ὁ ἴδιος τὰ ζητήματα. — Ἡ μεγάλη ἔκθεσις τοῦ Παρισιοῦ προσελκύει πλῆθος ξένων ἐπισκεπτῶν. — Εἰς τὸ Λονδῖνον ἐγένετο συνέδριον τῶν ἰατρῶν πρὸς μελέτην τῆς φυματιώσεως. — Ἡ ἐταιρεία τῶν σιδηροδρόμων ἀνήγγειλε νέας γραμμάς. [857,879,1075,979]
serial-subtitle: ΜΕΓΑ ΠΕΡΙΠΕΤΕΙΩΔΕΣ ΜΥΘΙΣΤΟΡΗΜΑ [631,529,839,542]
periergha-title: και ΠΕΡΙΕΡΓΑ [398,454,610,491]
column-rule [388,90,389,2150]
cocoa-ad-product: ΚΑΚΑΟΝ ΝΗΣΤΗΣΙΜΟΝ [1329,423,1499,441]
serial-title: Η ΤΡΟΜΕΡΑ ΕΤΑΙΡΕΙΑ [661,466,809,525]
chapter-heading: Η ΜΥΣΤΗΡΙΩΔΗΣ ΚΟΡΗ [668,629,802,642]
hernia-ad-figure [1090,1455,1230,1683]
patient-illustration [1090,1470,1230,1660]
column-feuilleton [135,90,381,2239]
lenten-chocolate-product: ΣΟΚΟΛΑΤΑ ΝΗΣΤΗΣΙΜΟ [1327,527,1501,545]
notice-signature: Ὁ Γραμματεὺς Σ. ΑΛΕΒΙΖΑΚΗΣ [1359,292,1512,305]
nea-title: ΝΕΑ [398,410,479,453]
serial-authors: RENE BURES ET JAQUES FERLAN [634,423,836,459]
masthead [130,58,1510,89]
pharmacy-ad-heading: ΚΑΛΛΙΤΕΧΝΙΚΑ ΣΩΜΑΤΑ [1094,598,1296,618]
serial-text: Δύο ἡμέρας μετὰ τὴν τολμηρὰν ἀπόπειραν τὰ πράγματα εἶχον ἀλλάξει ἐντελῶς. Ὁ Δάλτον καὶ ἐγὼ ἐκαθήμεθα εἰς τὸ γραφεῖον μας καὶ ἐμελετῶμεν τὰς ἐφημερίδας, αἱ ὁποῖαι ἐπλήρουν τὰς στήλας των μὲ λεπτομερείας περὶ τῆς ὑποθέσεως. Ἐπιθεωρηταὶ καὶ ἀστυνομικοὶ διετρέχοντες τὴν πόλιν ἀνεζήτουν ἴχνη, ἀλλὰ οὐδὲν εἶχε ἀνακαλυφθῇ. Ἡ μυστηριώδης κόρη, ἥτις ἐνεφανίσθη τὴν νύκτα ἐκείνην, ἐξηφανίσθη χωρὶς νὰ ἀφήσῃ οὐδὲν σημεῖον. — Ἐνθυμεῖσαι τὸ πρόσωπόν της; ἠρώτησεν ὁ Δάλτον. — Πῶς νὰ μὴ τὸ ἐνθυμοῦμαι; ἀπήντησα. Ἦτο ὡραία ὡς ὄνειρον. [627,1812,843,2000]
notice-text: τῆς ὑπ' ἀρ. 174 (1913) ἀποφάσεως τοῦ Προέδρου τῶν ἐν Ἀθήναις Πρωτοδικῶν, ἐκδοθείσης ἐπὶ τῆς αἰτήσεως τοῦ Γεωργίου Ὀρφανοῦ. [1316,105,1512,162]
news-text: Εἰς μίαν ἀπόμακρον πόλιν τῆς Γαλλίας ὁ σκύλος ἑνὸς χωρικοῦ ἔσωσεν ἐκ τοῦ ποταμοῦ παιδίον τὸ ὁποῖον ἐπνίγετο· καὶ ἔπειτα ἐπανῆλθεν ἐντὸς τῶν ὑδάτων διὰ νὰ σώσῃ καὶ δεύτερον, μέχρις οὗ ἐξηντλήθη. Οἱ κάτοικοι συνεκινήθησαν καὶ ἀπεφάσισαν νὰ ἀνεγείρουν μνημεῖον πρὸς τιμὴν τοῦ πιστοῦ ζώου ἐπὶ τῆς ὄχθης. [396,1283,614,1398]
notice-text: τῆς ὑπ' ἀρ. 320 τῆς 15 Μαΐου 1912 ἀποφάσεως τοῦ δικαστηρίου τῶν ἐν Κυπαρισσίᾳ Πρωτοδικῶν, ἐκδοθείσης μεταξὺ τοῦ προκαλοῦντος Νικολ. Δ. Ἀιλέτσου καὶ τῶν Κρητικῶν ἐμπόρων. [1088,259,1302,330]
judge-heading: ΚΑΤΑ ΤΟΥ ΔΙΚΑΣΤΟΥ [492,1468,608,1481]
column-news [396,90,614,2150]
novel-text-continued: ἐσκεμμένων τὴν φιλοσοφίαν σας, εἶπεν ὁ Λόρδος. Ὁ Λόρδος Τάντον ἐμειδίασε, διότι ἔλαβε καλῶς τὴν ἀπάντησιν. — Εὐχαριστῶ, ἐγὼ ὀλίγον ἐνδιαφέρομαι, ἀλλ' ἡ κυρία βεβαίως. — Καὶ πόσα εἶναι; Ὁ Αγγλος ἀπήντησεν ὅτι πάντως εἶναι ἀρκετά· ὁ νέος ἐσιώπησε. — Πρᾶγμα παράξενον, εἶπεν ἡ Μαρκησία, ἀλλ' ἀληθές. Ἡ κυρία ἐγέλασε καὶ ἐτείνε τὴν χεῖρα πρὸς τὸν νέον. [396,226,614,356]
to-be-continued: (Ἀκολουθεῖ) [560,361,614,374]
mikra-title: ΜΙΚΡΑ [861,425,956,459]
rate-value: 4 1/2 ο/ο [1397,1244,1440,1259]
news-text: Ἡ νέα αὐτὴ μέθοδος παρέχει τὴν δυνατότητα εἰς τοὺς ἰατροὺς νὰ διακρίνωσι ταχέως τὰς διαφόρους νόσους καὶ νὰ ἐφαρμόζουν τὴν κατάλληλον θεραπείαν. [396,732,614,788]
part-heading: ΜΕΡΟΣ ΠΡΩΤΟΝ [202,209,314,224]
rate-row [1160,1229,1440,1244]
column-ads [1316,90,1512,1050]
cocoa-ad-text: Εἰς κόνιν καὶ πλάκας καὶ παντοειδεῖς νηστίσιμα γλυκίσματα. Ἡ κόνις τοῦ κακάου ΜΙΑ ΔΕΚΑΡΑ. [1316,472,1512,514]
column-mikra [857,90,1075,2150]
serial-text: Δύο ἡμέρας μετὰ τὴν τολμηρὰν ἀπόπειραν τὰ πράγματα εἶχον ἀλλάξει ἐντελῶς. Ὁ Δάλτον καὶ ἐγὼ ἐκαθήμεθα εἰς τὸ γραφεῖον μας καὶ ἐμελετῶμεν τὰς ἐφημερίδας, αἱ ὁποῖαι ἐπλήρουν τὰς στήλας των μὲ λεπτομερείας περὶ τῆς ὑποθέσεως. Ἐπιθεωρηταὶ καὶ ἀστυνομικοὶ διετρέχοντες τὴν πόλιν ἀνεζήτουν ἴχνη, ἀλλὰ οὐδὲν εἶχε ἀνακαλυφθῇ. Ἡ μυστηριώδης κόρη, ἥτις ἐνεφανίσθη τὴν νύκτα ἐκείνην, ἐξηφανίσθη χωρὶς νὰ ἀφήσῃ οὐδὲν σημεῖον. — Ἐνθυμεῖσαι τὸ πρόσωπόν της; ἠρώτησεν ὁ Δάλτον. — Πῶς νὰ μὴ τὸ ἐνθυμοῦμαι; ἀπήντησα. Ἦτο ὡραία ὡς ὄνειρον. [627,844,843,1032]
serial-text-continued: τῆς ἐλευθερίας καὶ τὸ ἔδαφος τοῦ ἀρχηγοῦ. Τὸ πράγματα ὅμως ἐπέκειντο καθ' ὅλην τὴν ἡμέραν, καὶ ὁ Δάλτον ἀνεχώρησε πρὸς ἀναζήτησιν νέων πληροφοριῶν. Οἱ σύντροφοί του ἔμειναν ἐν ἀναμονῇ. [857,244,1075,316]
notice-signature: Ὁ πληρεξούσιος δικηγόρος ΔΗΜ. ΑΠΟΣΤΟΛΟΠΟΥΛΟΣ [1114,413,1276,441]
news-text: Ἡ νέα αὐτὴ μέθοδος παρέχει τὴν δυνατότητα εἰς τοὺς ἰατροὺς νὰ διακρίνωσι ταχέως τὰς διαφόρους νόσους καὶ νὰ ἐφαρμόζουν τὴν κατάλληλον θεραπείαν. [396,915,614,972]
column-rule [1082,90,1083,2150]
dentist-ad-heading: ΟΔΟΝΤΑΣ [1146,454,1244,477]
rate-row [1160,1244,1440,1259]
notice-heading: ΠΕΡΙΛΗΨΙΣ [1381,91,1447,103]
serial-text-continued: τῆς ἐλευθερίας καὶ τὸ ἔδαφος τοῦ ἀρχηγοῦ. Τὸ πράγματα ὅμως ἐπέκειντο καθ' ὅλην τὴν ἡμέραν, καὶ ὁ Δάλτον ἀνεχώρησε πρὸς ἀναζήτησιν νέων πληροφοριῶν. Οἱ σύντροφοί του ἔμειναν ἐν ἀναμονῇ. [857,167,1075,239]
dentist-ad-text: Χρυσοῦς καὶ ἐκ τεχνητοῦ ὀστοῦ, ἐξάγονται τελείως ἀνώδυνα χάρις εἰς τὰ ἠλεκτρικὰ μηχανήματα τοῦ ὀδοντοϊατρείου τοῦ κ. ΜΠΟΣΙΝΑΚΗ, ΟΔΟΣ ΔΩΡΟΥ, 10. Πλατεῖα Ὁμονοίας. Αἱ συμβουλαὶ ΔΩΡΕΑΝ. [1156,482,1302,583]
elephant-illustration [396,1468,480,1532]
novel-title: ΕΡΝΕΣΤΟΣ ΜΑΛΤΡΑΒΕΡ [172,131,344,198]
chocolate-ad-brand: ΠΑΥΛΙΔΟΥ [918,1044,1014,1066]
typou-ad-heading: Η ΕΤΑΙΡΙΑ ΕΛΛΗΝΙΚΟΥ ΤΥΠΟΥ [863,1114,1069,1131]
